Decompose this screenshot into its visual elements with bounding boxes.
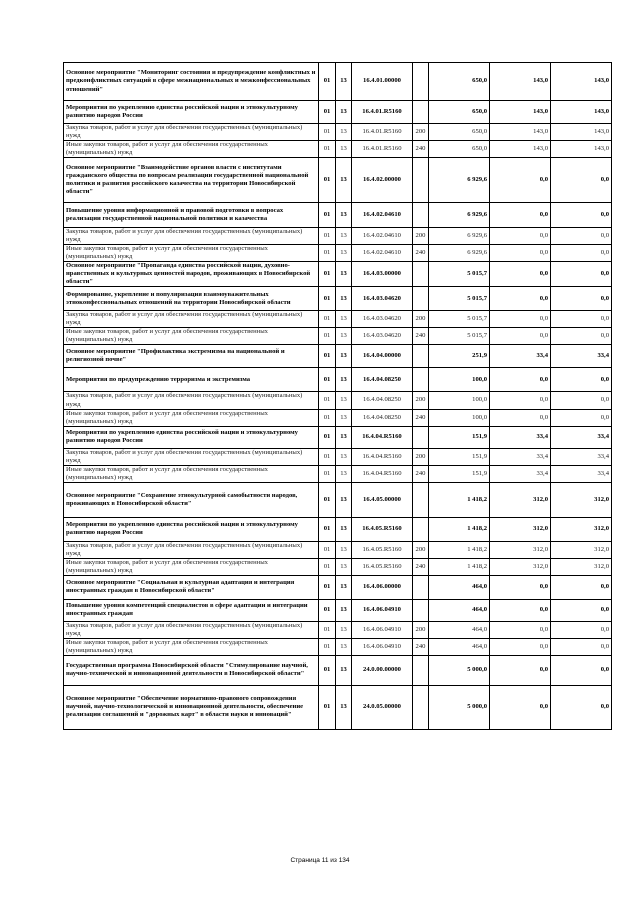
row-name: Повышение уровня компетенций специалистов в сфере адаптации и интеграции иностранных граждан	[64, 599, 319, 621]
row-name: Иные закупки товаров, работ и услуг для обеспечения государственных (муниципальных) нужд	[64, 141, 319, 158]
row-subsection: 13	[336, 158, 352, 203]
row-amount-2: 143,0	[490, 124, 551, 141]
row-amount-1: 650,0	[429, 63, 490, 101]
row-amount-3: 0,0	[551, 228, 612, 245]
row-target-code: 16.4.03.00000	[352, 262, 413, 287]
row-amount-3: 0,0	[551, 311, 612, 328]
row-expense-type	[413, 345, 429, 368]
row-section: 01	[319, 287, 336, 311]
row-subsection: 13	[336, 328, 352, 345]
row-subsection: 13	[336, 63, 352, 101]
row-expense-type: 200	[413, 541, 429, 558]
row-expense-type	[413, 599, 429, 621]
row-subsection: 13	[336, 203, 352, 228]
row-name: Иные закупки товаров, работ и услуг для обеспечения государственных (муниципальных) нужд	[64, 245, 319, 262]
row-expense-type	[413, 368, 429, 392]
row-expense-type	[413, 158, 429, 203]
row-expense-type: 200	[413, 392, 429, 409]
row-target-code: 16.4.01.R5160	[352, 124, 413, 141]
row-amount-1: 251,9	[429, 345, 490, 368]
row-amount-1: 5 000,0	[429, 655, 490, 685]
row-expense-type: 200	[413, 311, 429, 328]
row-amount-2: 0,0	[490, 409, 551, 426]
table-row	[64, 101, 612, 124]
row-amount-3: 312,0	[551, 517, 612, 541]
row-section: 01	[319, 368, 336, 392]
table-row	[64, 482, 612, 517]
row-name: Иные закупки товаров, работ и услуг для обеспечения государственных (муниципальных) нужд	[64, 465, 319, 482]
row-subsection: 13	[336, 409, 352, 426]
row-amount-1: 5 015,7	[429, 287, 490, 311]
table-row	[64, 368, 612, 392]
row-amount-3: 33,4	[551, 465, 612, 482]
row-name: Повышение уровня информационной и правовой подготовки в вопросах реализации государственной национальной политики и казачества	[64, 203, 319, 228]
row-amount-1: 1 418,2	[429, 558, 490, 575]
row-amount-2: 0,0	[490, 575, 551, 599]
table-row	[64, 228, 612, 245]
row-expense-type	[413, 287, 429, 311]
row-amount-1: 100,0	[429, 368, 490, 392]
row-section: 01	[319, 262, 336, 287]
row-expense-type: 240	[413, 465, 429, 482]
row-section: 01	[319, 311, 336, 328]
table-row	[64, 158, 612, 203]
row-subsection: 13	[336, 638, 352, 655]
row-name: Основное мероприятие "Сохранение этнокультурной самобытности народов, проживающих в Новосибирской области"	[64, 482, 319, 517]
row-amount-3: 33,4	[551, 448, 612, 465]
row-expense-type: 240	[413, 638, 429, 655]
row-section: 01	[319, 101, 336, 124]
row-amount-1: 151,9	[429, 448, 490, 465]
row-amount-2: 0,0	[490, 245, 551, 262]
row-section: 01	[319, 228, 336, 245]
row-amount-2: 33,4	[490, 345, 551, 368]
table-row	[64, 575, 612, 599]
row-section: 01	[319, 245, 336, 262]
row-section: 01	[319, 465, 336, 482]
row-expense-type	[413, 63, 429, 101]
row-name: Основное мероприятие "Обеспечение нормативно-правового сопровождения научной, научно-технологической и инновационной деятельности, обеспечение реализации соглашений и "дорожных карт" в области науки и инноваций"	[64, 685, 319, 729]
row-name: Мероприятия по предупреждению терроризма и экстремизма	[64, 368, 319, 392]
row-target-code: 16.4.06.04910	[352, 599, 413, 621]
row-section: 01	[319, 621, 336, 638]
row-expense-type	[413, 482, 429, 517]
row-amount-2: 33,4	[490, 426, 551, 448]
row-amount-3: 0,0	[551, 409, 612, 426]
row-target-code: 16.4.02.00000	[352, 158, 413, 203]
row-amount-2: 0,0	[490, 599, 551, 621]
row-amount-3: 143,0	[551, 141, 612, 158]
row-amount-1: 5 015,7	[429, 311, 490, 328]
row-amount-1: 5 015,7	[429, 262, 490, 287]
row-amount-3: 0,0	[551, 638, 612, 655]
row-expense-type	[413, 262, 429, 287]
row-target-code: 16.4.02.04610	[352, 203, 413, 228]
row-amount-1: 1 418,2	[429, 517, 490, 541]
row-expense-type	[413, 655, 429, 685]
row-name: Закупка товаров, работ и услуг для обеспечения государственных (муниципальных) нужд	[64, 448, 319, 465]
row-amount-1: 100,0	[429, 392, 490, 409]
row-name: Закупка товаров, работ и услуг для обеспечения государственных (муниципальных) нужд	[64, 392, 319, 409]
row-amount-2: 33,4	[490, 465, 551, 482]
table-row	[64, 328, 612, 345]
row-amount-1: 6 929,6	[429, 203, 490, 228]
row-subsection: 13	[336, 262, 352, 287]
row-name: Основное мероприятие "Профилактика экстремизма на национальной и религиозной почве"	[64, 345, 319, 368]
row-name: Формирование, укрепление и популяризация взаимоуважительных этноконфессиональных отношений на территории Новосибирской области	[64, 287, 319, 311]
row-section: 01	[319, 124, 336, 141]
row-expense-type: 200	[413, 621, 429, 638]
row-amount-2: 312,0	[490, 558, 551, 575]
row-subsection: 13	[336, 655, 352, 685]
row-target-code: 16.4.06.04910	[352, 621, 413, 638]
row-target-code: 16.4.04.08250	[352, 368, 413, 392]
table-row	[64, 517, 612, 541]
row-amount-1: 464,0	[429, 599, 490, 621]
row-amount-1: 6 929,6	[429, 245, 490, 262]
row-section: 01	[319, 345, 336, 368]
row-amount-3: 0,0	[551, 368, 612, 392]
row-amount-2: 312,0	[490, 482, 551, 517]
row-amount-2: 0,0	[490, 392, 551, 409]
row-subsection: 13	[336, 392, 352, 409]
row-amount-2: 0,0	[490, 158, 551, 203]
row-amount-2: 0,0	[490, 203, 551, 228]
row-expense-type	[413, 203, 429, 228]
row-amount-1: 650,0	[429, 141, 490, 158]
row-name: Мероприятия по укреплению единства российской нации и этнокультурному развитию народов России	[64, 426, 319, 448]
row-amount-2: 312,0	[490, 541, 551, 558]
row-target-code: 16.4.05.R5160	[352, 558, 413, 575]
row-target-code: 16.4.01.R5160	[352, 141, 413, 158]
row-amount-2: 0,0	[490, 262, 551, 287]
row-subsection: 13	[336, 287, 352, 311]
row-expense-type	[413, 426, 429, 448]
row-name: Закупка товаров, работ и услуг для обеспечения государственных (муниципальных) нужд	[64, 228, 319, 245]
row-amount-2: 143,0	[490, 101, 551, 124]
row-section: 01	[319, 392, 336, 409]
row-subsection: 13	[336, 685, 352, 729]
row-subsection: 13	[336, 517, 352, 541]
row-expense-type: 200	[413, 124, 429, 141]
row-amount-1: 650,0	[429, 124, 490, 141]
row-subsection: 13	[336, 228, 352, 245]
row-name: Закупка товаров, работ и услуг для обеспечения государственных (муниципальных) нужд	[64, 124, 319, 141]
row-amount-3: 143,0	[551, 124, 612, 141]
row-name: Закупка товаров, работ и услуг для обеспечения государственных (муниципальных) нужд	[64, 621, 319, 638]
row-section: 01	[319, 685, 336, 729]
row-subsection: 13	[336, 482, 352, 517]
row-subsection: 13	[336, 101, 352, 124]
table-row	[64, 245, 612, 262]
row-expense-type	[413, 101, 429, 124]
row-section: 01	[319, 426, 336, 448]
row-name: Иные закупки товаров, работ и услуг для обеспечения государственных (муниципальных) нужд	[64, 638, 319, 655]
row-section: 01	[319, 558, 336, 575]
row-target-code: 24.0.00.00000	[352, 655, 413, 685]
row-expense-type: 240	[413, 328, 429, 345]
row-section: 01	[319, 158, 336, 203]
row-target-code: 16.4.01.00000	[352, 63, 413, 101]
row-amount-2: 312,0	[490, 517, 551, 541]
row-amount-1: 650,0	[429, 101, 490, 124]
row-subsection: 13	[336, 558, 352, 575]
row-subsection: 13	[336, 448, 352, 465]
row-name: Иные закупки товаров, работ и услуг для обеспечения государственных (муниципальных) нужд	[64, 409, 319, 426]
table-row	[64, 448, 612, 465]
row-target-code: 16.4.04.R5160	[352, 465, 413, 482]
row-amount-3: 0,0	[551, 262, 612, 287]
row-amount-3: 0,0	[551, 575, 612, 599]
row-expense-type	[413, 575, 429, 599]
row-expense-type: 240	[413, 409, 429, 426]
row-section: 01	[319, 638, 336, 655]
row-section: 01	[319, 141, 336, 158]
row-amount-3: 0,0	[551, 328, 612, 345]
table-row	[64, 287, 612, 311]
table-row	[64, 141, 612, 158]
row-amount-3: 0,0	[551, 287, 612, 311]
row-subsection: 13	[336, 124, 352, 141]
row-amount-2: 0,0	[490, 638, 551, 655]
row-section: 01	[319, 517, 336, 541]
row-amount-3: 312,0	[551, 482, 612, 517]
table-row	[64, 621, 612, 638]
row-section: 01	[319, 203, 336, 228]
row-amount-1: 6 929,6	[429, 158, 490, 203]
table-row	[64, 311, 612, 328]
row-name: Основное мероприятие "Пропаганда единства российской нации, духовно-нравственных и культурных ценностей народов, проживающих в Новосибирской области"	[64, 262, 319, 287]
row-amount-2: 0,0	[490, 311, 551, 328]
row-amount-3: 0,0	[551, 158, 612, 203]
row-name: Основное мероприятие "Мониторинг состояния и предупреждение конфликтных и предконфликтных ситуаций в сфере межнациональных и межконфессиональных отношений"	[64, 63, 319, 101]
row-name: Мероприятия по укреплению единства российской нации и этнокультурному развитию народов России	[64, 517, 319, 541]
row-amount-3: 33,4	[551, 345, 612, 368]
row-amount-1: 1 418,2	[429, 482, 490, 517]
row-amount-3: 0,0	[551, 203, 612, 228]
row-amount-2: 0,0	[490, 228, 551, 245]
table-row	[64, 203, 612, 228]
row-subsection: 13	[336, 575, 352, 599]
row-name: Основное мероприятие "Взаимодействие органов власти с институтами гражданского общества по вопросам реализации государственной национальной политики и развития российского казачества на территории Новосибирской области"	[64, 158, 319, 203]
row-amount-3: 0,0	[551, 621, 612, 638]
row-target-code: 16.4.02.04610	[352, 245, 413, 262]
row-subsection: 13	[336, 368, 352, 392]
row-amount-1: 464,0	[429, 621, 490, 638]
row-target-code: 16.4.06.04910	[352, 638, 413, 655]
row-amount-3: 0,0	[551, 599, 612, 621]
row-amount-3: 0,0	[551, 392, 612, 409]
row-section: 01	[319, 575, 336, 599]
row-section: 01	[319, 655, 336, 685]
row-amount-2: 0,0	[490, 655, 551, 685]
row-section: 01	[319, 409, 336, 426]
row-amount-1: 464,0	[429, 638, 490, 655]
row-section: 01	[319, 63, 336, 101]
row-expense-type: 240	[413, 245, 429, 262]
row-name: Закупка товаров, работ и услуг для обеспечения государственных (муниципальных) нужд	[64, 541, 319, 558]
row-name: Мероприятия по укреплению единства российской нации и этнокультурному развитию народов России	[64, 101, 319, 124]
row-amount-2: 0,0	[490, 621, 551, 638]
row-amount-3: 143,0	[551, 101, 612, 124]
row-amount-3: 312,0	[551, 541, 612, 558]
table-row	[64, 599, 612, 621]
row-amount-2: 0,0	[490, 287, 551, 311]
row-amount-3: 0,0	[551, 245, 612, 262]
row-section: 01	[319, 482, 336, 517]
row-target-code: 16.4.05.R5160	[352, 517, 413, 541]
row-subsection: 13	[336, 541, 352, 558]
row-amount-2: 0,0	[490, 328, 551, 345]
row-subsection: 13	[336, 621, 352, 638]
row-section: 01	[319, 328, 336, 345]
row-amount-2: 33,4	[490, 448, 551, 465]
row-name: Закупка товаров, работ и услуг для обеспечения государственных (муниципальных) нужд	[64, 311, 319, 328]
table-row	[64, 409, 612, 426]
row-amount-3: 312,0	[551, 558, 612, 575]
row-target-code: 16.4.03.04620	[352, 328, 413, 345]
row-expense-type: 240	[413, 141, 429, 158]
row-amount-2: 143,0	[490, 141, 551, 158]
row-amount-1: 464,0	[429, 575, 490, 599]
row-name: Государственная программа Новосибирской области "Стимулирование научной, научно-технической и инновационной деятельности в Новосибирской области"	[64, 655, 319, 685]
row-subsection: 13	[336, 426, 352, 448]
row-target-code: 16.4.03.04620	[352, 311, 413, 328]
table-row	[64, 124, 612, 141]
row-amount-1: 5 000,0	[429, 685, 490, 729]
table-body	[64, 63, 612, 730]
table-row	[64, 63, 612, 101]
row-subsection: 13	[336, 345, 352, 368]
table-row	[64, 426, 612, 448]
row-amount-2: 143,0	[490, 63, 551, 101]
table-row	[64, 558, 612, 575]
row-name: Иные закупки товаров, работ и услуг для обеспечения государственных (муниципальных) нужд	[64, 558, 319, 575]
row-target-code: 16.4.05.R5160	[352, 541, 413, 558]
row-target-code: 16.4.04.08250	[352, 409, 413, 426]
row-subsection: 13	[336, 245, 352, 262]
table-row	[64, 655, 612, 685]
row-target-code: 16.4.04.00000	[352, 345, 413, 368]
table-row	[64, 392, 612, 409]
table-row	[64, 345, 612, 368]
table-row	[64, 638, 612, 655]
row-amount-3: 143,0	[551, 63, 612, 101]
row-expense-type	[413, 685, 429, 729]
budget-table	[63, 62, 612, 730]
row-target-code: 16.4.04.08250	[352, 392, 413, 409]
row-target-code: 16.4.06.00000	[352, 575, 413, 599]
row-amount-2: 0,0	[490, 685, 551, 729]
row-amount-1: 100,0	[429, 409, 490, 426]
row-subsection: 13	[336, 599, 352, 621]
row-target-code: 16.4.03.04620	[352, 287, 413, 311]
row-amount-2: 0,0	[490, 368, 551, 392]
row-target-code: 24.0.05.00000	[352, 685, 413, 729]
row-expense-type: 200	[413, 228, 429, 245]
row-amount-1: 5 015,7	[429, 328, 490, 345]
row-section: 01	[319, 448, 336, 465]
row-section: 01	[319, 541, 336, 558]
table-row	[64, 541, 612, 558]
row-amount-1: 1 418,2	[429, 541, 490, 558]
row-subsection: 13	[336, 465, 352, 482]
row-expense-type: 240	[413, 558, 429, 575]
table-row	[64, 465, 612, 482]
row-expense-type	[413, 517, 429, 541]
row-amount-1: 6 929,6	[429, 228, 490, 245]
table-row	[64, 262, 612, 287]
row-section: 01	[319, 599, 336, 621]
row-target-code: 16.4.04.R5160	[352, 426, 413, 448]
row-subsection: 13	[336, 311, 352, 328]
row-target-code: 16.4.02.04610	[352, 228, 413, 245]
row-amount-3: 0,0	[551, 655, 612, 685]
row-amount-3: 33,4	[551, 426, 612, 448]
row-name: Иные закупки товаров, работ и услуг для обеспечения государственных (муниципальных) нужд	[64, 328, 319, 345]
row-amount-1: 151,9	[429, 465, 490, 482]
row-subsection: 13	[336, 141, 352, 158]
page-footer: Страница 11 из 134	[290, 857, 350, 864]
table-row	[64, 685, 612, 729]
row-target-code: 16.4.05.00000	[352, 482, 413, 517]
row-amount-1: 151,9	[429, 426, 490, 448]
row-amount-3: 0,0	[551, 685, 612, 729]
row-target-code: 16.4.04.R5160	[352, 448, 413, 465]
row-expense-type: 200	[413, 448, 429, 465]
row-target-code: 16.4.01.R5160	[352, 101, 413, 124]
row-name: Основное мероприятие "Социальная и культурная адаптация и интеграция иностранных граждан в Новосибирской области"	[64, 575, 319, 599]
